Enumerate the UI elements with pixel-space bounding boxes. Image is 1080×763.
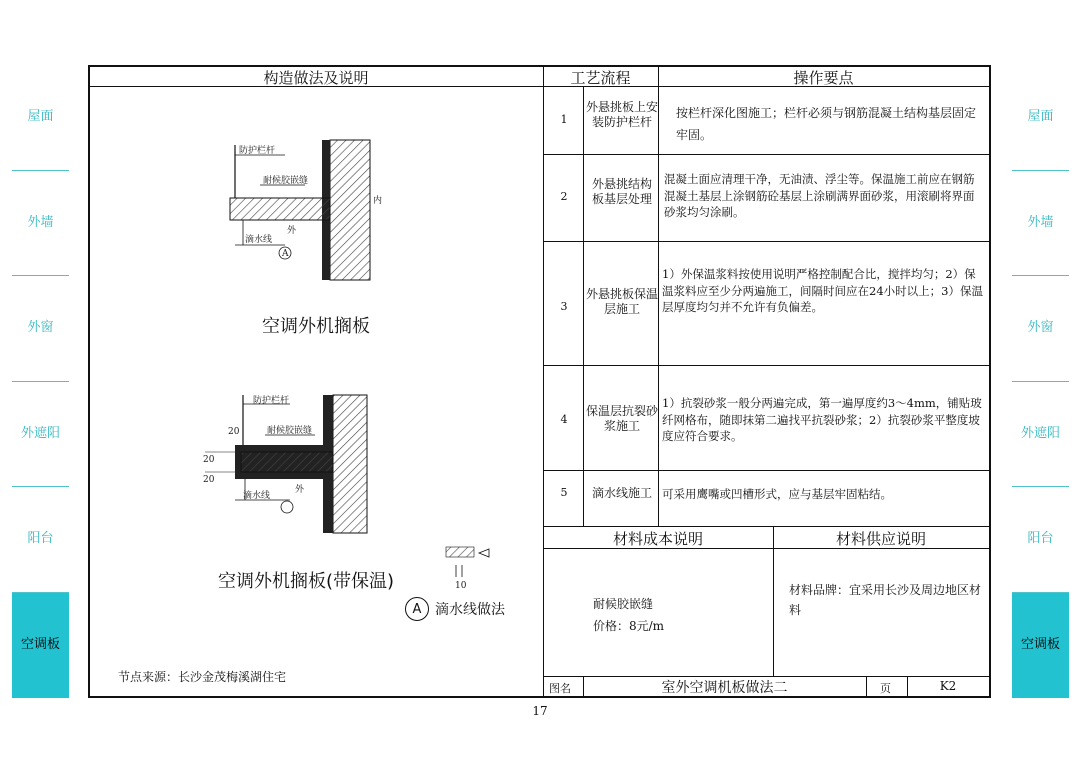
right-nav <box>1012 65 1069 698</box>
step-points: 1）抗裂砂浆一般分两遍完成，第一遍厚度约3～4mm，铺贴玻纤网格布，随即抹第二遍找平抗裂砂浆；2）抗裂砂浆平整度坡度应符合要求。 <box>662 396 982 444</box>
divider <box>543 526 989 527</box>
label-dim-20: 20 <box>228 427 240 437</box>
step-name: 外悬挑结构板基层处理 <box>591 177 652 206</box>
cantilever-slab <box>230 198 330 220</box>
divider <box>658 66 659 527</box>
drawing1-title: 空调外机搁板 <box>262 316 370 337</box>
label-outer: 外 <box>287 226 297 236</box>
left-nav-item-wall[interactable] <box>12 171 69 276</box>
right-nav-item-wall[interactable] <box>1012 171 1069 276</box>
right-nav-label: 外墙 <box>1027 214 1054 230</box>
right-nav-item-shading[interactable] <box>1012 382 1069 487</box>
right-nav-label: 外窗 <box>1027 320 1054 336</box>
footer-page-code: K2 <box>939 679 957 693</box>
left-nav-item-balcony[interactable] <box>12 487 69 593</box>
left-nav-label: 外窗 <box>27 320 54 336</box>
left-nav-item-window[interactable] <box>12 276 69 382</box>
right-nav-item-balcony[interactable] <box>1012 487 1069 593</box>
left-nav-label: 外墙 <box>27 214 54 230</box>
step-number: 5 <box>560 486 568 499</box>
step-name: 外悬挑板上安装防护栏杆 <box>586 100 659 129</box>
label-dim-20: 20 <box>203 475 215 485</box>
divider <box>543 154 989 155</box>
header-key-points: 操作要点 <box>793 69 854 87</box>
label-inner: 内 <box>373 196 383 206</box>
step-number: 3 <box>560 300 568 313</box>
step-points: 可采用鹰嘴或凹槽形式，应与基层牢固粘结。 <box>662 487 892 501</box>
header-material-supply: 材料供应说明 <box>835 530 926 548</box>
divider <box>866 676 867 697</box>
label-sealant: 耐候胶嵌缝 <box>263 176 309 186</box>
label-drip: 滴水线 <box>245 235 273 245</box>
step-name: 保温层抗裂砂浆施工 <box>586 404 659 433</box>
label-drip: 滴水线 <box>243 491 271 501</box>
step-points: 按栏杆深化图施工；栏杆必须与钢筋混凝土结构基层固定牢固。 <box>676 106 977 142</box>
concrete-wall <box>330 140 370 280</box>
header-material-cost: 材料成本说明 <box>612 530 703 548</box>
right-nav-label: 外遮阳 <box>1020 425 1060 441</box>
label-railing: 防护栏杆 <box>253 396 290 406</box>
label-drip-mark: A <box>282 249 289 259</box>
step-name: 外悬挑板保温层施工 <box>586 287 659 316</box>
drip-legend <box>405 597 505 621</box>
drip-legend-text: 滴水线做法 <box>435 602 505 618</box>
right-nav-item-ac-board[interactable] <box>1012 593 1069 698</box>
left-nav-label: 空调板 <box>20 637 60 653</box>
right-nav-item-window[interactable] <box>1012 276 1069 382</box>
drip-detail-symbol <box>444 545 504 590</box>
drip-legend-mark: A <box>405 597 429 621</box>
drawing-ac-board <box>215 135 395 285</box>
label-railing: 防护栏杆 <box>239 146 276 156</box>
label-dim-10: 10 <box>455 581 467 590</box>
header-construction: 构造做法及说明 <box>263 69 369 87</box>
page-number: 17 <box>532 704 548 718</box>
step-number: 1 <box>560 113 568 126</box>
step-name: 滴水线施工 <box>591 486 652 500</box>
left-nav-item-roof[interactable] <box>12 65 69 171</box>
material-supply-text: 材料品牌：宜采用长沙及周边地区材料 <box>789 583 982 618</box>
footer-name-label: 图名 <box>549 682 571 695</box>
right-nav-label: 屋面 <box>1027 109 1054 125</box>
right-nav-label: 空调板 <box>1020 637 1060 653</box>
material-cost-text: 耐候胶嵌缝 <box>593 597 654 611</box>
step-number: 4 <box>560 413 568 426</box>
divider <box>543 470 989 471</box>
step-points: 1）外保温浆料按使用说明严格控制配合比，搅拌均匀；2）保温浆料应至少分两遍施工，间隔时间应在24小时以上；3）保温层厚度均匀并不允许有负偏差。 <box>662 267 983 315</box>
divider <box>543 365 989 366</box>
label-outer: 外 <box>295 485 305 495</box>
left-nav <box>12 65 69 698</box>
left-nav-label: 外遮阳 <box>20 425 60 441</box>
cantilever-slab <box>241 452 333 472</box>
label-dim-20: 20 <box>203 455 215 465</box>
footer-title: 室外空调机板做法二 <box>661 680 788 696</box>
source-note: 节点来源：长沙金茂梅溪湖住宅 <box>118 670 287 684</box>
left-nav-item-ac-board[interactable] <box>12 593 69 698</box>
divider <box>543 66 544 697</box>
left-nav-item-shading[interactable] <box>12 382 69 487</box>
drawing-ac-board-insulated <box>195 390 375 535</box>
divider <box>543 241 989 242</box>
right-nav-item-roof[interactable] <box>1012 65 1069 171</box>
step-points: 混凝土面应清理干净，无油渍、浮尘等。保温施工前应在钢筋混凝土基层上涂钢筋砼基层上涂刷满界面砂浆，用滚刷将界面砂浆均匀涂刷。 <box>664 172 975 220</box>
concrete-wall <box>333 395 367 533</box>
step-number: 2 <box>560 190 568 203</box>
label-sealant: 耐候胶嵌缝 <box>267 426 313 436</box>
left-nav-label: 阳台 <box>27 531 54 547</box>
left-nav-label: 屋面 <box>27 109 54 125</box>
material-price: 价格：8元/m <box>593 619 665 633</box>
header-process: 工艺流程 <box>570 69 631 87</box>
footer-page-label: 页 <box>880 682 891 695</box>
right-nav-label: 阳台 <box>1027 531 1054 547</box>
drawing2-title: 空调外机搁板(带保温) <box>218 571 395 592</box>
